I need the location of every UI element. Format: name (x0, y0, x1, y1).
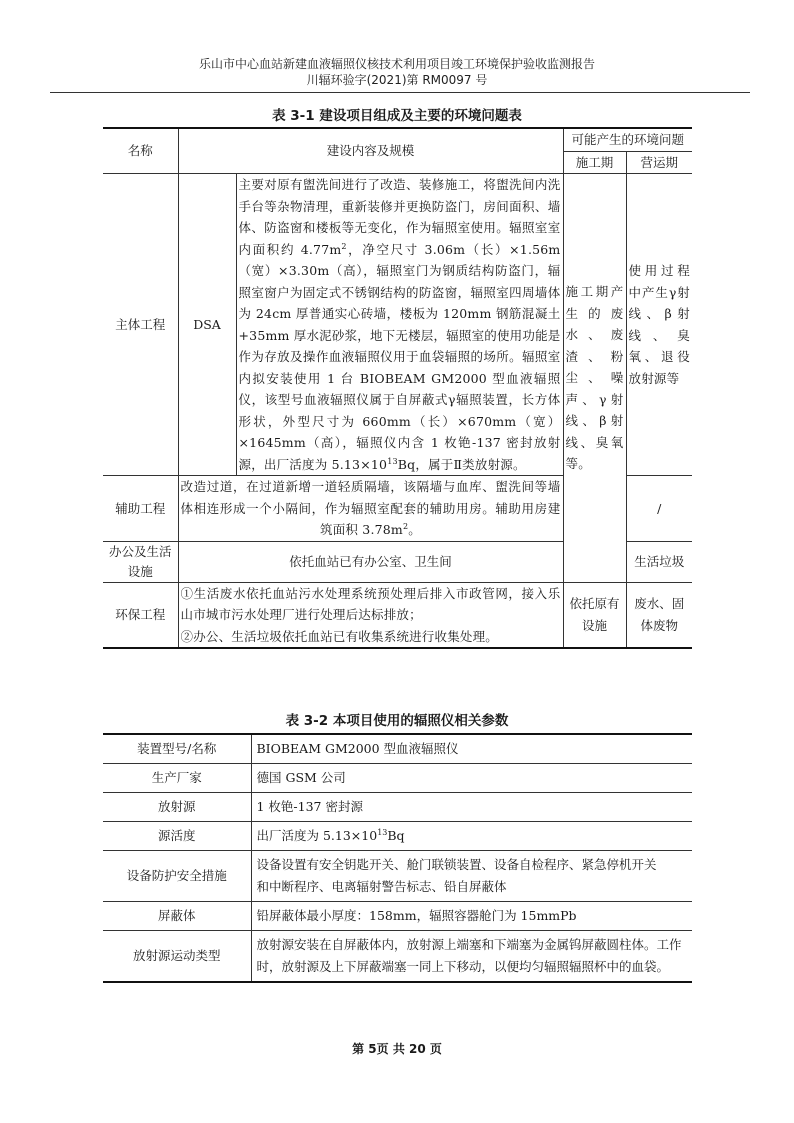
row-content: 依托血站已有办公室、卫生间 (178, 541, 563, 582)
param-label: 放射源 (103, 793, 251, 822)
table-row (103, 902, 692, 931)
header-name: 名称 (103, 128, 178, 174)
table-construction-composition (103, 127, 692, 649)
param-label: 屏蔽体 (103, 902, 251, 931)
table-row (103, 931, 692, 983)
table-row (103, 734, 692, 764)
row-construction-issues: 施工期产生的废水、废渣、粉尘、噪声、γ射线、β射线、臭氧等。 (563, 174, 626, 583)
header-construction: 施工期 (563, 151, 626, 174)
row-construction-issues: 依托原有设施 (563, 582, 626, 648)
page-number: 第 5页 共 20 页 (352, 1042, 442, 1056)
header-content: 建设内容及规模 (178, 128, 563, 174)
content-part: 主要对原有盥洗间进行了改造、装修施工，将盥洗间内洗手台等杂物清理，重新装修并更换防盗门，房间面积、墙体、防盗窗和楼板等无变化，作为辐照室使用。辐照室室内面积约 4.77m (238, 177, 561, 257)
row-name: 辅助工程 (103, 476, 178, 542)
param-value: BIOBEAM GM2000 型血液辐照仪 (251, 734, 692, 764)
content-part: 改造过道，在过道新增一道轻质隔墙，该隔墙与血库、盥洗间等墙体相连形成一个小隔间，作为辐照室配套的辅助用房。辅助用房建筑面积 3.78m (180, 479, 561, 537)
value-part: 出厂活度为 5.13×10 (256, 828, 378, 843)
row-name: 环保工程 (103, 582, 178, 648)
content-item: ②办公、生活垃圾依托血站已有收集系统进行收集处理。 (180, 628, 499, 644)
row-operation-issues: 生活垃圾 (626, 541, 692, 582)
param-value: 设备设置有安全钥匙开关、舱门联锁装置、设备自检程序、紧急停机开关和中断程序、电离辐射警告标志、铅自屏蔽体 (251, 851, 692, 902)
row-operation-issues: / (626, 476, 692, 542)
param-value (251, 822, 692, 851)
row-name: 主体工程 (103, 174, 178, 476)
report-doc-number: 川辐环验字(2021)第 RM0097 号 (306, 73, 488, 87)
superscript: 13 (387, 456, 398, 466)
superscript: 2 (341, 241, 347, 251)
table-row (103, 851, 692, 902)
row-content (178, 582, 563, 648)
table-header-row (103, 128, 692, 151)
param-label: 生产厂家 (103, 764, 251, 793)
row-operation-issues: 使用过程中产生γ射线、β射线、臭氧、退役放射源等 (626, 174, 692, 476)
param-value: 德国 GSM 公司 (251, 764, 692, 793)
param-value: 铅屏蔽体最小厚度：158mm，辐照容器舱门为 15mmPb (251, 902, 692, 931)
content-part: Bq，属于Ⅱ类放射源。 (397, 456, 526, 472)
param-label: 源活度 (103, 822, 251, 851)
header-issues: 可能产生的环境问题 (563, 128, 692, 151)
param-label: 放射源运动类型 (103, 931, 251, 983)
table-irradiator-parameters (103, 733, 692, 983)
superscript: 13 (377, 827, 388, 837)
superscript: 2 (402, 521, 409, 531)
row-content (236, 174, 563, 476)
row-content (178, 476, 563, 542)
table1-caption: 表 3-1 建设项目组成及主要的环境问题表 (272, 108, 522, 124)
row-operation-issues: 废水、固体废物 (626, 582, 692, 648)
param-label: 设备防护安全措施 (103, 851, 251, 902)
table-row (103, 822, 692, 851)
report-header (0, 56, 794, 88)
content-item: ①生活废水依托血站污水处理系统预处理后排入市政管网，接入乐山市城市污水处理厂进行处理后达标排放； (180, 585, 561, 622)
content-part: ，净空尺寸 3.06m（长）×1.56m（宽）×3.30m（高），辐照室门为钢质结构防盗门，辐照室窗户为固定式不锈钢结构的防盗窗，辐照室四周墙体为 24cm 厚普通实心砖墙，楼板为 120mm 钢筋混凝土+35mm 厚水泥砂浆，地下无楼层，辐照室的使用功能是作为存放及操作血液辐照仪用于血袋辐照的场所。辐照室内拟安装使用 1 台 BIOBEAM GM2000 型血液辐照仪，该型号血液辐照仪属于自屏蔽式γ辐照装置，长方体形状，外型尺寸为 660mm（长）×670mm（宽）×1645mm（高），辐照仪内含 1 枚铯-137 密封放射源，出厂活度为 5.13×10 (238, 241, 561, 472)
table2-caption: 表 3-2 本项目使用的辐照仪相关参数 (285, 713, 509, 729)
table-row (103, 582, 692, 648)
row-sub: DSA (178, 174, 236, 476)
value-part: Bq (387, 828, 405, 843)
header-divider (50, 92, 750, 93)
param-label: 装置型号/名称 (103, 734, 251, 764)
row-name: 办公及生活设施 (103, 541, 178, 582)
param-value: 放射源安装在自屏蔽体内，放射源上端塞和下端塞为金属钨屏蔽圆柱体。工作时，放射源及上下屏蔽端塞一同上下移动，以便均匀辐照辐照杯中的血袋。 (251, 931, 692, 983)
table-row (103, 764, 692, 793)
table-row (103, 793, 692, 822)
param-value: 1 枚铯-137 密封源 (251, 793, 692, 822)
report-title: 乐山市中心血站新建血液辐照仪核技术利用项目竣工环境保护验收监测报告 (198, 57, 595, 71)
header-operation: 营运期 (626, 151, 692, 174)
table-row (103, 174, 692, 476)
content-part: 。 (408, 522, 421, 537)
